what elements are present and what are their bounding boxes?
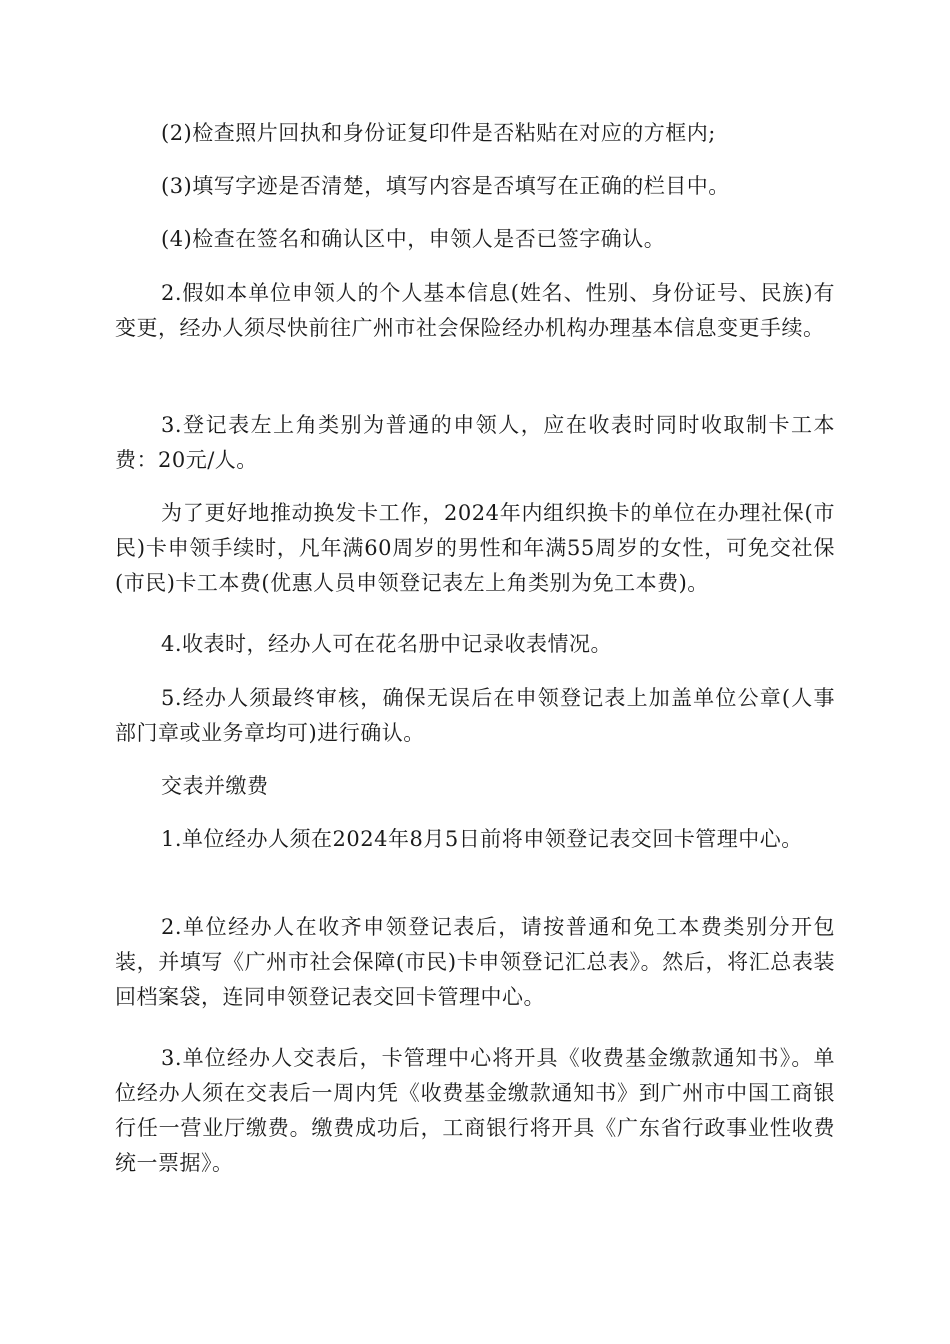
card-fee-paragraph: 3.登记表左上角类别为普通的申领人，应在收表时同时收取制卡工本费：20元/人。 (115, 413, 835, 472)
final-review-paragraph: 5.经办人须最终审核，确保无误后在申领登记表上加盖单位公章(人事部门章或业务章均可)进行确认。 (115, 686, 835, 745)
info-change-paragraph: 2.假如本单位申领人的个人基本信息(姓名、性别、身份证号、民族)有变更，经办人须尽快前往广州市社会保险经办机构办理基本信息变更手续。 (115, 281, 835, 340)
payment-paragraph: 3.单位经办人交表后，卡管理中心将开具《收费基金缴款通知书》。单位经办人须在交表后一周内凭《收费基金缴款通知书》到广州市中国工商银行任一营业厅缴费。缴费成功后，工商银行将开具《广东省行政事业性收费统一票据》。 (115, 1046, 835, 1175)
submit-deadline-paragraph: 1.单位经办人须在2024年8月5日前将申领登记表交回卡管理中心。 (161, 827, 803, 851)
packaging-paragraph: 2.单位经办人在收齐申领登记表后，请按普通和免工本费类别分开包装，并填写《广州市社会保障(市民)卡申领登记汇总表》。然后，将汇总表装回档案袋，连同申领登记表交回卡管理中心。 (115, 915, 835, 1009)
check-handwriting-item: (3)填写字迹是否清楚，填写内容是否填写在正确的栏目中。 (161, 174, 730, 198)
section-heading-submit-and-pay: 交表并缴费 (161, 774, 269, 798)
roster-record-paragraph: 4.收表时，经办人可在花名册中记录收表情况。 (161, 632, 613, 656)
check-photo-receipt-item: (2)检查照片回执和身份证复印件是否粘贴在对应的方框内; (161, 121, 716, 145)
fee-exemption-paragraph: 为了更好地推动换发卡工作，2024年内组织换卡的单位在办理社保(市民)卡申领手续时，凡年满60周岁的男性和年满55周岁的女性，可免交社保(市民)卡工本费(优惠人员申领登记表左上角类别为免工本费)。 (115, 501, 835, 595)
check-signature-item: (4)检查在签名和确认区中，申领人是否已签字确认。 (161, 227, 666, 251)
